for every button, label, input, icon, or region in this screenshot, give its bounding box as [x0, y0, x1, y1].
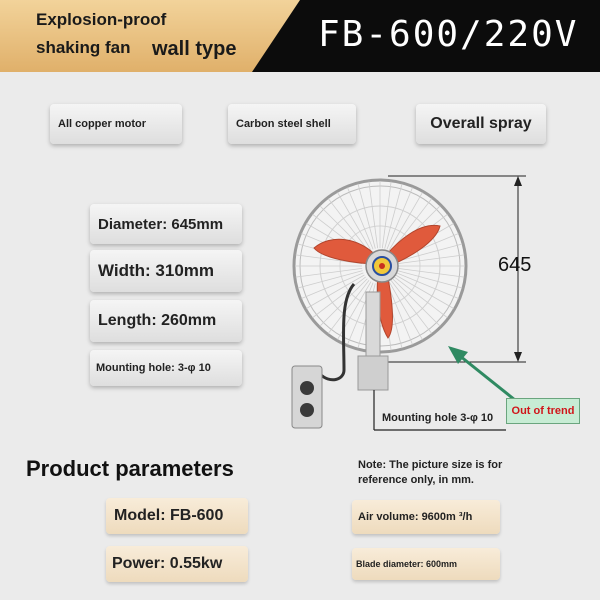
diameter-dimension-label: 645 — [498, 254, 532, 276]
feature-label: Overall spray — [430, 115, 532, 132]
spec-label: Diameter: 645mm — [98, 215, 224, 233]
spec-diameter — [90, 204, 242, 244]
header-title-line1: Explosion-proof — [36, 10, 167, 29]
header-title-type: wall type — [152, 38, 237, 60]
spec-label: Mounting hole: 3-φ 10 — [96, 362, 211, 374]
note-line: Note: The picture size is for — [358, 459, 503, 471]
header-title-line2: shaking fan — [36, 38, 131, 57]
param-label: Model: FB-600 — [114, 507, 224, 524]
spec-width — [90, 250, 242, 292]
spec-length — [90, 300, 242, 342]
param-label: Air volume: 9600m ³/h — [358, 511, 473, 523]
feature-chip-spray — [416, 104, 546, 144]
feature-label: All copper motor — [58, 118, 147, 130]
param-label: Blade diameter: 600mm — [356, 559, 458, 569]
param-label: Power: 0.55kw — [112, 555, 223, 572]
param-air-volume — [352, 500, 500, 534]
fan-illustration — [270, 160, 540, 438]
feature-label: Carbon steel shell — [236, 118, 331, 130]
param-blade-diameter — [352, 548, 500, 580]
param-model — [106, 498, 248, 534]
mounting-hole-label: Mounting hole 3-φ 10 — [382, 412, 494, 424]
product-parameters-title: Product parameters — [26, 456, 234, 481]
feature-chip-shell — [228, 104, 356, 144]
model-title: FB-600/220V — [318, 14, 579, 55]
spec-mounting-hole — [90, 350, 242, 386]
param-power — [106, 546, 248, 582]
size-note — [358, 458, 502, 488]
note-line: reference only, in mm. — [358, 474, 474, 486]
spec-label: Width: 310mm — [98, 261, 215, 280]
feature-chip-motor — [50, 104, 182, 144]
spec-label: Length: 260mm — [98, 312, 217, 329]
out-of-trend-badge: Out of trend — [506, 398, 580, 424]
